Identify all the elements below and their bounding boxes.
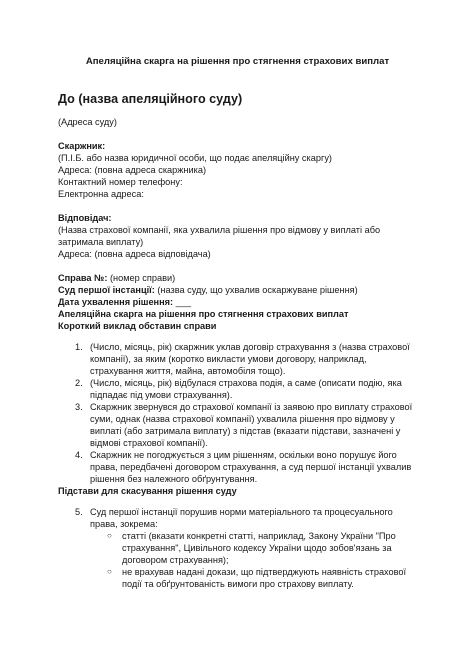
- circle-bullet-icon: ○: [107, 531, 112, 540]
- case-number-line: [58, 272, 417, 284]
- list-item: [58, 341, 417, 377]
- case-block: [58, 272, 417, 308]
- list-item-number: 4.: [75, 450, 83, 460]
- complainant-address: Адреса: (повна адреса скаржника): [58, 165, 207, 175]
- decision-date-line: [58, 296, 417, 308]
- subtitle: Апеляційна скарга на рішення про стягнення страхових виплат: [58, 309, 349, 319]
- respondent-name: (Назва страхової компанії, яка ухвалила рішення про відмову у виплаті або затримала виплату): [58, 225, 381, 247]
- list-item-number: 2.: [75, 378, 83, 388]
- circle-bullet-icon: ○: [107, 567, 112, 576]
- court-address: (Адреса суду): [58, 117, 117, 127]
- facts-heading: Короткий виклад обставин справи: [58, 321, 217, 331]
- list-item: [58, 506, 417, 590]
- grounds-list: [58, 506, 417, 590]
- list-item-text: Суд першої інстанції порушив норми матеріального та процесуального права, зокрема:: [90, 507, 393, 529]
- list-item-text: (Число, місяць, рік) скаржник уклав договір страхування з (назва страхової компанії), за яким (коротко викласти умови договору, наприклад, страхування життя, майна, автомобіля тощо).: [90, 342, 410, 376]
- first-instance-label: Суд першої інстанції:: [58, 285, 155, 295]
- first-instance-value: (назва суду, що ухвалив оскаржуване рішення): [154, 285, 358, 295]
- list-item: [58, 377, 417, 401]
- respondent-block: [58, 212, 417, 260]
- case-number-value: (номер справи): [107, 273, 176, 283]
- list-item: [58, 449, 417, 485]
- sub-list-item: [90, 530, 417, 566]
- list-item-text: Скаржник не погоджується з цим рішенням, оскільки воно порушує його права, передбачені договором страхування, а суд першої інстанції ухвалив рішення без належного обґрунтування.: [90, 450, 412, 484]
- respondent-address: Адреса: (повна адреса відповідача): [58, 249, 211, 259]
- complainant-block: [58, 140, 417, 200]
- list-item: [58, 401, 417, 449]
- complainant-name: (П.І.Б. або назва юридичної особи, що подає апеляційну скаргу): [58, 153, 332, 163]
- sub-list-item-text: статті (вказати конкретні статті, наприклад, Закону України "Про страхування", Цивільного кодексу України щодо зобов'язань за договором страхування);: [122, 531, 396, 565]
- list-item-text: Скаржник звернувся до страхової компанії із заявою про виплату страхової суми, однак (назва страхової компанії) ухвалила рішення про відмову у виплаті (або затримала виплату) з підстав (вказати підстави, зазначені у відмові страхової компанії).: [90, 402, 413, 448]
- grounds-heading: Підстави для скасування рішення суду: [58, 486, 237, 496]
- document-title: Апеляційна скарга на рішення про стягнення страхових виплат: [85, 56, 390, 67]
- first-instance-line: [58, 284, 417, 296]
- sub-list-item-text: не врахував надані докази, що підтверджують наявність страхової події та обґрунтованість вимоги про страхову виплату.: [122, 567, 407, 589]
- sub-list: [90, 530, 417, 590]
- court-heading: До (назва апеляційного суду): [58, 92, 243, 106]
- list-item-number: 3.: [75, 402, 83, 412]
- decision-date-value: ___: [173, 297, 191, 307]
- complainant-email: Електронна адреса:: [58, 189, 144, 199]
- list-item-number: 1.: [75, 342, 83, 352]
- facts-list: [58, 341, 417, 485]
- list-item-number: 5.: [75, 507, 83, 517]
- sub-list-item: [90, 566, 417, 590]
- complainant-label: Скаржник:: [58, 141, 106, 151]
- list-item-text: (Число, місяць, рік) відбулася страхова подія, а саме (описати подію, яка підпадає під умови страхування).: [90, 378, 402, 400]
- case-number-label: Справа №:: [58, 273, 108, 283]
- complainant-phone: Контактний номер телефону:: [58, 177, 183, 187]
- respondent-label: Відповідач:: [58, 213, 112, 223]
- decision-date-label: Дата ухвалення рішення:: [58, 297, 174, 307]
